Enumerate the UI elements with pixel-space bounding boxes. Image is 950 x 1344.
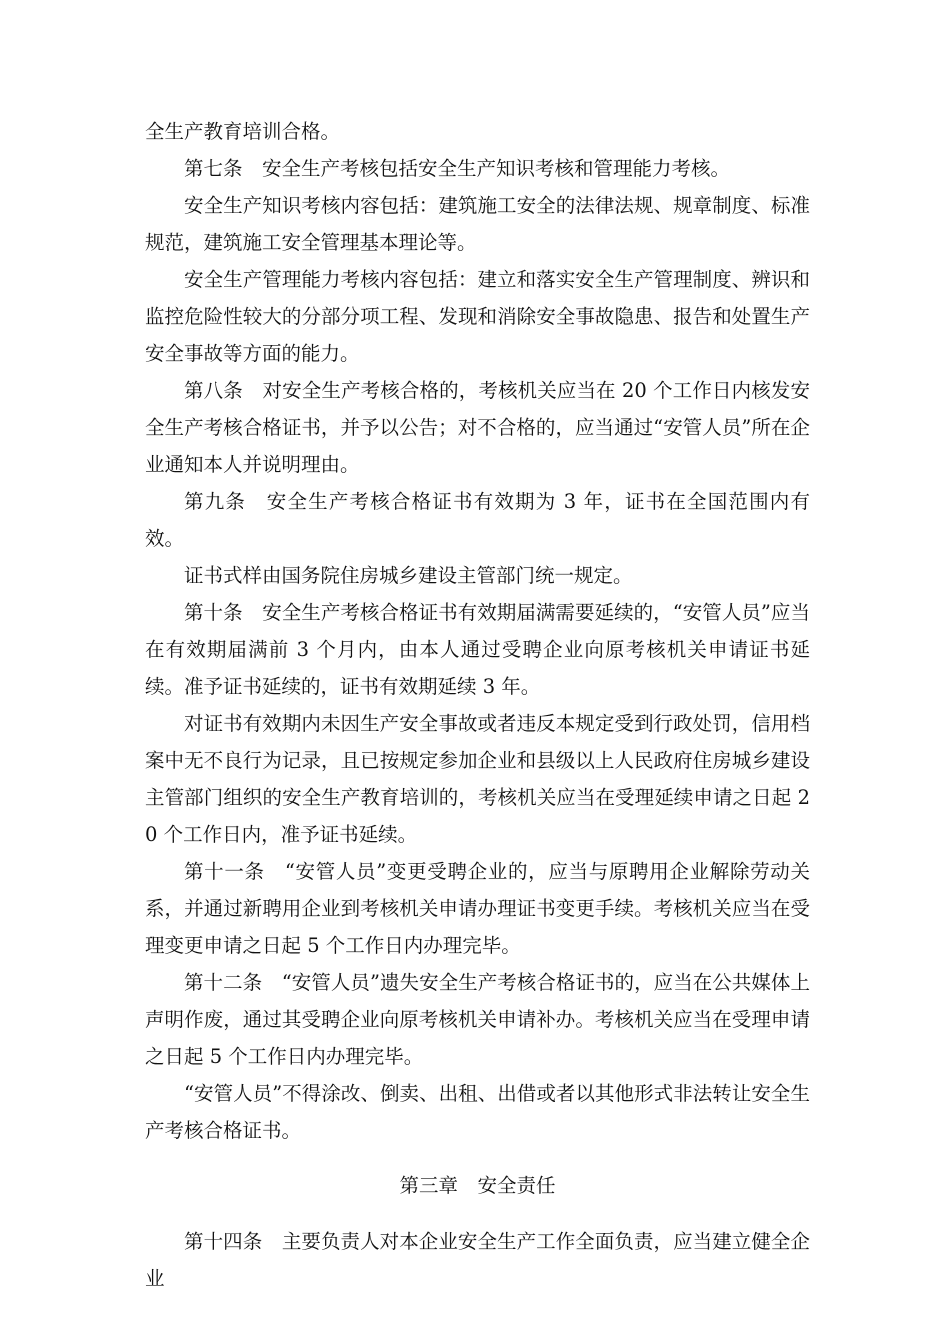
article-10-paragraph: 第十条 安全生产考核合格证书有效期届满需要延续的，“安管人员”应当在有效期届满前 3 个月内，由本人通过受聘企业向原考核机关申请证书延续。准予证书延续的，证书有效期延续 3 年。: [145, 601, 810, 698]
document-body: [145, 113, 810, 1297]
certificate-style-paragraph: 证书式样由国务院住房城乡建设主管部门统一规定。: [184, 564, 633, 587]
knowledge-exam-paragraph: 安全生产知识考核内容包括：建筑施工安全的法律法规、规章制度、标准规范，建筑施工安全管理基本理论等。: [145, 194, 810, 254]
renewal-conditions-paragraph: 对证书有效期内未因生产安全事故或者违反本规定受到行政处罚，信用档案中无不良行为记录，且已按规定参加企业和县级以上人民政府住房城乡建设主管部门组织的安全生产教育培训的，考核机关应当在受理延续申请之日起 20 个工作日内，准予证书延续。: [145, 712, 810, 846]
article-7-paragraph: 第七条 安全生产考核包括安全生产知识考核和管理能力考核。: [184, 157, 731, 180]
article-9-paragraph: 第九条 安全生产考核合格证书有效期为 3 年，证书在全国范围内有效。: [145, 490, 810, 550]
article-11-paragraph: 第十一条 “安管人员”变更受聘企业的，应当与原聘用企业解除劳动关系，并通过新聘用企业到考核机关申请办理证书变更手续。考核机关应当在受理变更申请之日起 5 个工作日内办理完毕。: [145, 860, 810, 957]
article-14-paragraph: 第十四条 主要负责人对本企业安全生产工作全面负责，应当建立健全企业: [145, 1230, 810, 1290]
article-8-paragraph: 第八条 对安全生产考核合格的，考核机关应当在 20 个工作日内核发安全生产考核合格证书，并予以公告；对不合格的，应当通过“安管人员”所在企业通知本人并说明理由。: [145, 379, 810, 476]
management-exam-paragraph: 安全生产管理能力考核内容包括：建立和落实安全生产管理制度、辨识和监控危险性较大的分部分项工程、发现和消除安全事故隐患、报告和处置生产安全事故等方面的能力。: [145, 268, 810, 365]
paragraph-continuation: 全生产教育培训合格。: [145, 120, 341, 143]
chapter-heading: 第三章 安全责任: [399, 1174, 556, 1197]
article-12-paragraph: 第十二条 “安管人员”遗失安全生产考核合格证书的，应当在公共媒体上声明作废，通过其受聘企业向原考核机关申请补办。考核机关应当在受理申请之日起 5 个工作日内办理完毕。: [145, 971, 810, 1068]
prohibition-paragraph: “安管人员”不得涂改、倒卖、出租、出借或者以其他形式非法转让安全生产考核合格证书。: [145, 1082, 810, 1142]
